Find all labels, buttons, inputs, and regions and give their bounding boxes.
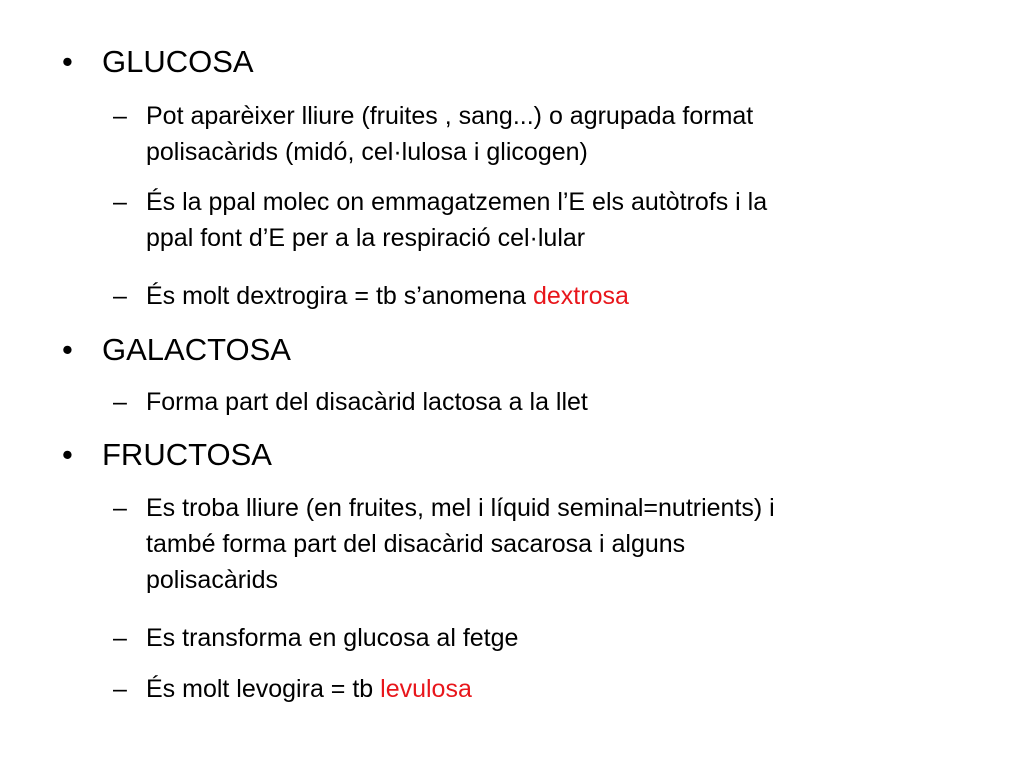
dash-icon: – <box>113 188 127 216</box>
text-line: És la ppal molec on emmagatzemen l’E els autòtrofs i la <box>146 188 768 216</box>
heading-glucosa: GLUCOSA <box>102 44 254 79</box>
dash-icon: – <box>113 675 127 703</box>
fructosa-point-3-text <box>146 671 472 707</box>
bullet-icon: • <box>62 332 73 367</box>
heading-galactosa: GALACTOSA <box>102 332 291 367</box>
dash-icon: – <box>113 494 127 522</box>
text-line: És molt dextrogira = tb s’anomena <box>146 282 533 310</box>
text-line: ppal font d’E per a la respiració cel·lular <box>146 224 586 252</box>
bullet-icon: • <box>62 437 73 472</box>
glucosa-point-1-text <box>146 98 753 170</box>
glucosa-point-3-text <box>146 278 629 314</box>
bullet-icon: • <box>62 44 73 79</box>
text-line: també forma part del disacàrid sacarosa i alguns <box>146 530 686 558</box>
dash-icon: – <box>113 102 127 130</box>
dash-icon: – <box>113 624 127 652</box>
galactosa-point-1-text: Forma part del disacàrid lactosa a la llet <box>146 388 588 416</box>
dash-icon: – <box>113 282 127 310</box>
fructosa-point-2-text: Es transforma en glucosa al fetge <box>146 624 519 652</box>
text-line: És molt levogira = tb <box>146 675 381 703</box>
text-line: polisacàrids <box>146 566 279 594</box>
highlight-levulosa: levulosa <box>380 675 472 703</box>
heading-fructosa: FRUCTOSA <box>102 437 272 472</box>
text-line: Pot aparèixer lliure (fruites , sang...) o agrupada format <box>146 102 754 130</box>
fructosa-point-1-text <box>146 490 775 598</box>
highlight-dextrosa: dextrosa <box>533 282 629 310</box>
text-line: polisacàrids (midó, cel·lulosa i glicogen) <box>146 138 588 166</box>
dash-icon: – <box>113 388 127 416</box>
text-line: Es troba lliure (en fruites, mel i líquid seminal=nutrients) i <box>146 494 775 522</box>
glucosa-point-2-text <box>146 184 767 256</box>
